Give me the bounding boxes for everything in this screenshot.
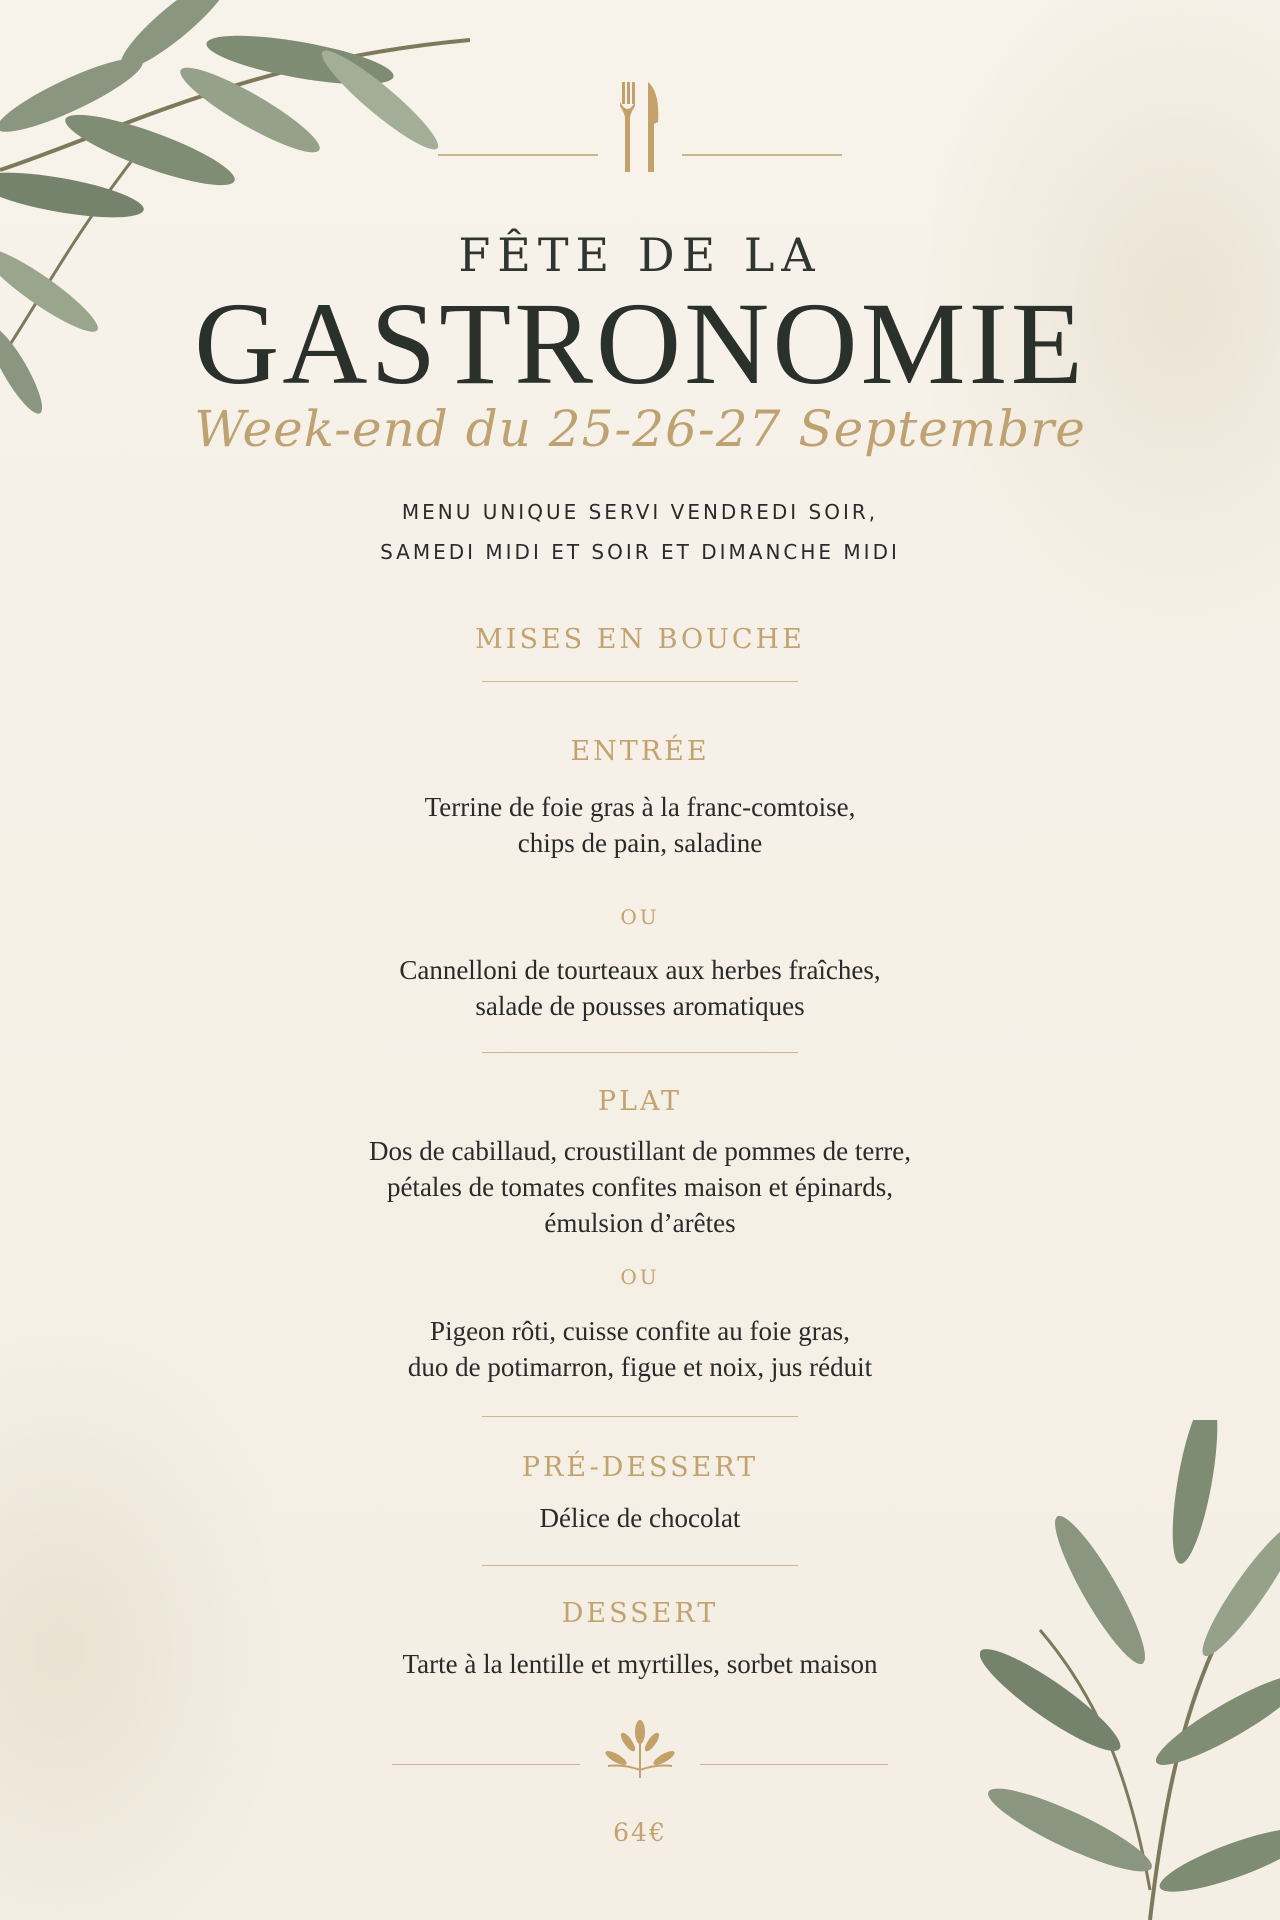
entree-option-2 <box>0 952 1280 1024</box>
divider-bottom-right <box>700 1764 888 1765</box>
section-pre-dessert: PRÉ-DESSERT <box>521 1452 759 1483</box>
section-entree: ENTRÉE <box>570 736 710 767</box>
dish-line: salade de pousses aromatiques <box>475 991 805 1021</box>
dish-line: duo de potimarron, figue et noix, jus réduit <box>407 1352 873 1382</box>
divider-bottom-left <box>392 1764 580 1765</box>
title-big: GASTRONOMIE <box>194 278 1086 409</box>
dish-line: chips de pain, saladine <box>517 828 763 858</box>
title-small: FÊTE DE LA <box>458 228 822 282</box>
dish-line: Cannelloni de tourteaux aux herbes fraîches, <box>399 955 881 985</box>
divider <box>482 1416 798 1417</box>
pre-dessert-item: Délice de chocolat <box>539 1503 741 1533</box>
plat-option-2 <box>0 1313 1280 1385</box>
section-dessert: DESSERT <box>561 1598 719 1629</box>
divider <box>482 681 798 682</box>
dish-line: Dos de cabillaud, croustillant de pommes de terre, <box>368 1136 912 1166</box>
dish-line: Terrine de foie gras à la franc-comtoise, <box>424 792 856 822</box>
section-plat: PLAT <box>597 1086 683 1117</box>
plat-option-1 <box>0 1133 1280 1241</box>
entree-option-1 <box>0 789 1280 861</box>
plat-or: OU <box>620 1265 660 1289</box>
dish-line: Pigeon rôti, cuisse confite au foie gras, <box>430 1316 850 1346</box>
service-line-1: MENU UNIQUE SERVI VENDREDI SOIR, <box>401 500 879 524</box>
dish-line: émulsion d’arêtes <box>544 1208 736 1238</box>
divider-top-right <box>682 154 842 156</box>
divider <box>482 1052 798 1053</box>
leaf-sprig-icon <box>598 1720 682 1778</box>
divider-top-left <box>438 154 598 156</box>
event-dates: Week-end du 25-26-27 Septembre <box>194 400 1086 458</box>
dessert-item: Tarte à la lentille et myrtilles, sorbet maison <box>402 1649 878 1679</box>
service-line-2: SAMEDI MIDI ET SOIR ET DIMANCHE MIDI <box>380 540 900 564</box>
fork-knife-icon <box>610 82 670 174</box>
divider <box>482 1565 798 1566</box>
menu-price: 64€ <box>613 1818 667 1847</box>
section-mises-en-bouche: MISES EN BOUCHE <box>475 624 805 655</box>
service-info <box>0 492 1280 572</box>
dish-line: pétales de tomates confites maison et épinards, <box>386 1172 894 1202</box>
entree-or: OU <box>620 905 660 929</box>
